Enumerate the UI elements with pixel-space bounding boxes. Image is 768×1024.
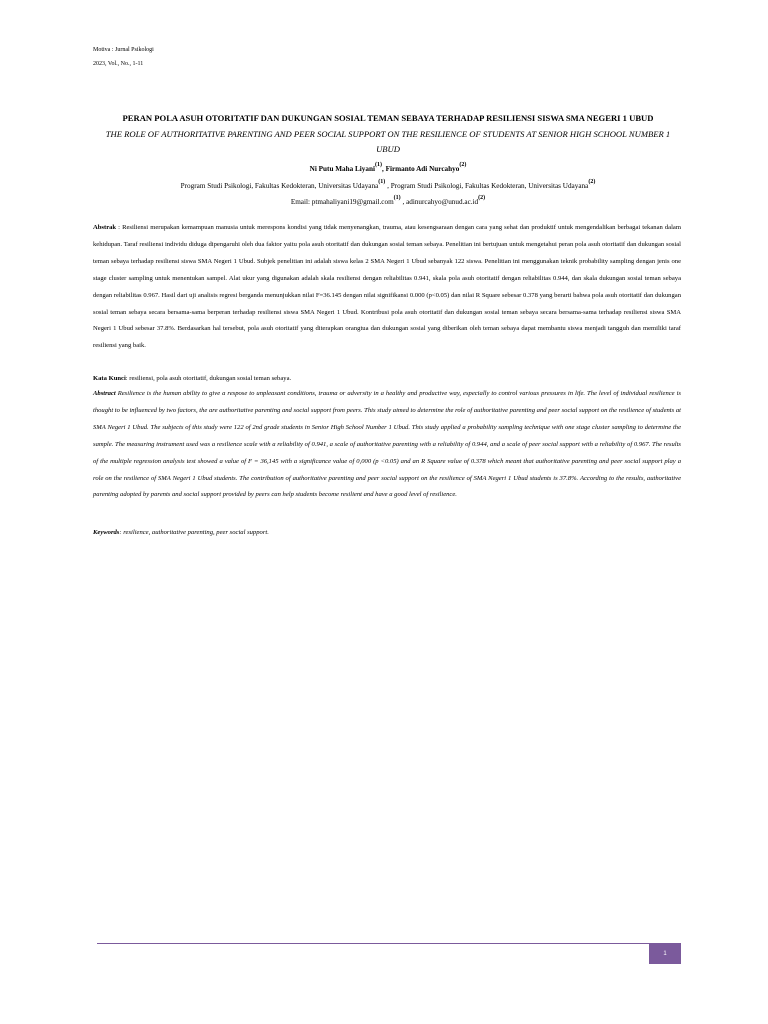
journal-volume: 2023, Vol., No., 1-11 bbox=[93, 61, 144, 67]
abstract-label: Abstract bbox=[93, 390, 116, 397]
email-separator: , bbox=[400, 198, 407, 206]
affiliation-2-marker: (2) bbox=[588, 179, 596, 185]
email-line bbox=[93, 193, 683, 207]
email-2-link[interactable]: adinurcahyo@unud.ac.id bbox=[406, 198, 479, 206]
affiliation-1-marker: (1) bbox=[378, 179, 386, 185]
paper-title-english: THE ROLE OF AUTHORITATIVE PARENTING AND PEER SOCIAL SUPPORT ON THE RESILIENCE OF STUDENTS AT SENIOR HIGH SCHOOL NUMBER 1 UBUD bbox=[105, 129, 671, 154]
page-number-badge bbox=[649, 943, 681, 964]
abstrak-paragraph bbox=[93, 220, 681, 355]
abstrak-label: Abstrak bbox=[93, 224, 117, 231]
email-2-marker: (2) bbox=[478, 195, 486, 201]
email-label: Email: bbox=[290, 198, 312, 206]
affiliation-line bbox=[93, 177, 683, 191]
author-2-marker: (2) bbox=[459, 162, 467, 168]
kata-kunci-label: Kata Kunci bbox=[93, 375, 126, 382]
keywords-label: Keywords bbox=[93, 529, 120, 536]
affiliation-1: Program Studi Psikologi, Fakultas Kedokteran, Universitas Udayana bbox=[180, 182, 379, 190]
author-1-marker: (1) bbox=[374, 162, 382, 168]
keywords-text: : resilience, authoritative parenting, peer social support. bbox=[119, 529, 269, 536]
journal-name: Motiva : Jurnal Psikologi bbox=[93, 47, 154, 53]
author-separator: , bbox=[381, 165, 386, 173]
page-number: 1 bbox=[663, 950, 667, 957]
abstrak-text: : Resiliensi merupakan kemampuan manusia untuk merespons kondisi yang tidak menyenangkan, trauma, atau kesengsaraan dengan cara yang sehat dan produktif untuk mengendalikan berbagai tekanan dalam kehidupan. Taraf resiliensi individu diduga dipengaruhi oleh dua faktor yaitu pola asuh otoritatif dan dukungan sosial teman sebaya. Penelitian ini bertujuan untuk mengetahui peran pola asuh otoritatif dan dukungan sosial teman sebaya terhadap resiliensi siswa SMA Negeri 1 Ubud. Subjek penelitian ini adalah siswa kelas 2 SMA Negeri 1 Ubud sebanyak 122 siswa. Penelitian ini menggunakan teknik probability sampling dengan jenis one stage cluster sampling untuk menentukan sampel. Alat ukur yang digunakan adalah skala resiliensi dengan reliabilitas 0.941, skala pola asuh otoritatif dengan reliabilitas 0.944, dan skala dukungan sosial teman sebaya dengan reliabilitas 0.967. Hasil dari uji analisis regresi berganda menunjukkan nilai F=36.145 dengan nilai signifikansi 0.000 (p<0.05) dan nilai R Square sebesar 0.378 yang berarti bahwa pola asuh otoritatif dan dukungan sosial teman sebaya secara bersama-sama berperan terhadap resiliensi siswa SMA Negeri 1 Ubud. Kontribusi pola asuh otoritatif dan dukungan sosial teman sebaya secara bersama-sama terhadap resiliensi siswa SMA Negeri 1 Ubud sebesar 37.8%. Berdasarkan hal tersebut, pola asuh otoritatif yang diterapkan orangtua dan dukungan sosial yang diberikan oleh teman sebaya dapat membantu siswa menjadi tangguh dan memiliki taraf resiliensi yang baik. bbox=[93, 224, 681, 350]
footer-rule bbox=[97, 943, 681, 944]
kata-kunci-text: : resiliensi, pola asuh otoritatif, dukungan sosial teman sebaya. bbox=[125, 375, 292, 382]
abstract-text: Resilience is the human ability to give a respose to unpleasant conditions, trauma or adversity in a healthy and productive way, especially to control various pressures in life. The level of individual resilience is thought to be influenced by two factors, the are authoritative parenting and social support from peers. This study aimed to determine the role of authoritative parenting and peer social support on the resilience of students at SMA Negeri 1 Ubud. The subjects of this study were 122 of 2nd grade students in Senior High School Number 1 Ubud. This study applied a probability sampling technique with one stage cluster sampling to determine the sample. The measuring instrument used was a resilience scale with a reliability of 0.941, a scale of authoritative parenting with a reliability of 0.944, and a scale of peer social support with a reliability of 0.967. The results of the multiple regression analysis test showed a value of F = 36,145 with a significance value of 0,000 (p <0.05) and an R Square value of 0.378 which meant that authoritative parenting and peer social support play a role on the resilience of SMA Negeri 1 Ubud students. The contribution of authoritative parenting and peer social support on the resilience of SMA Negeri 1 Ubud students is 37.8%. According to the results, authoritative parenting adopted by parents and social support provided by peers can help students become resilient and have a good level of resilience. bbox=[93, 390, 681, 499]
affiliation-2: Program Studi Psikologi, Fakultas Kedokteran, Universitas Udayana bbox=[390, 182, 589, 190]
author-1: Ni Putu Maha Liyani bbox=[309, 165, 375, 173]
abstract-paragraph bbox=[93, 386, 681, 504]
affiliation-separator: , bbox=[385, 182, 391, 190]
email-1-marker: (1) bbox=[393, 195, 401, 201]
email-1-link[interactable]: ptmahaliyani19@gmail.com bbox=[311, 198, 394, 206]
paper-title: PERAN POLA ASUH OTORITATIF DAN DUKUNGAN SOSIAL TEMAN SEBAYA TERHADAP RESILIENSI SISWA SMA NEGERI 1 UBUD bbox=[122, 113, 654, 123]
author-line bbox=[93, 160, 683, 174]
author-2: Firmanto Adi Nurcahyo bbox=[385, 165, 460, 173]
keywords-paragraph bbox=[93, 525, 681, 542]
